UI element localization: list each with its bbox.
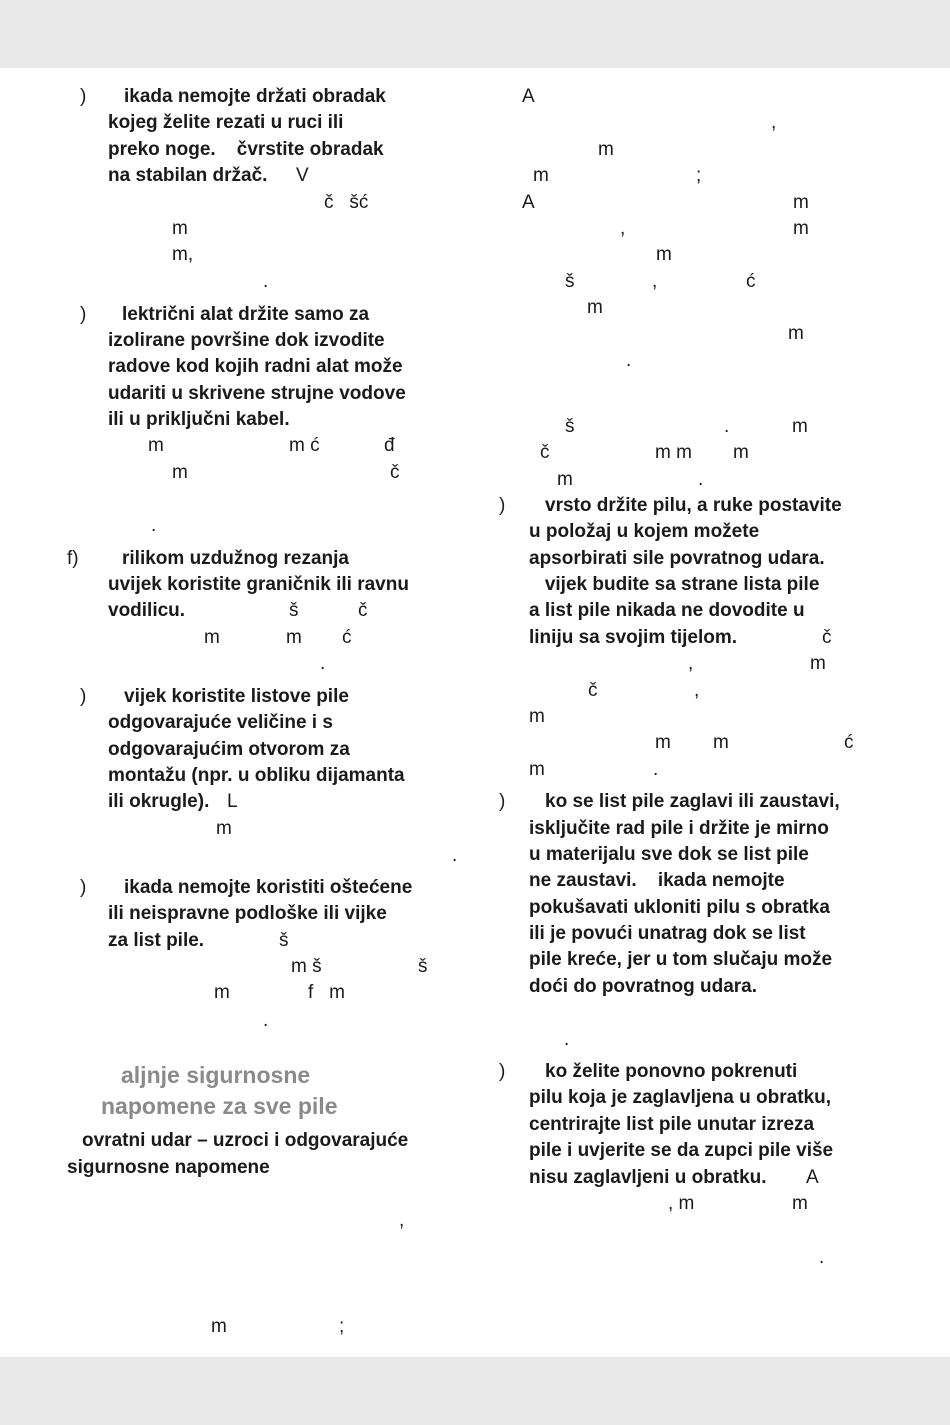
item-text-fragment: . (263, 1010, 269, 1031)
text-fragment: A (522, 192, 535, 213)
item-text-fragment: š (418, 956, 428, 977)
item-text-line: vrsto držite pilu, a ruke postavite (545, 495, 842, 516)
section-subheading: sigurnosne napomene (67, 1157, 270, 1178)
item-text-line: pilu koja je zaglavljena u obratku, (529, 1087, 831, 1108)
item-text-line: lektrični alat držite samo za (122, 304, 370, 325)
item-text-fragment: A (806, 1167, 819, 1188)
item-marker: ) (80, 686, 87, 707)
item-text-line: nisu zaglavljeni u obratku. (529, 1167, 767, 1188)
text-fragment: A (522, 86, 535, 107)
item-text-fragment: L (227, 791, 238, 812)
item-marker: ) (499, 1061, 506, 1082)
item-text-fragment: m (529, 706, 545, 727)
item-text-line: ikada nemojte držati obradak (124, 86, 386, 107)
item-text-line: pile kreće, jer u tom slučaju može (529, 949, 833, 970)
item-text-line: vodilicu. (108, 600, 186, 621)
item-text-line: odgovarajuće veličine i s (108, 712, 333, 733)
text-fragment: . (698, 469, 704, 490)
top-margin-band (0, 0, 950, 68)
item-text-fragment: V (296, 165, 309, 186)
item-text-fragment: m (529, 759, 545, 780)
item-text-fragment: m ć (289, 435, 320, 456)
item-text-fragment: m (204, 627, 220, 648)
text-fragment: š (565, 271, 575, 292)
item-text-fragment: m (655, 732, 671, 753)
item-text-fragment: f m (308, 982, 345, 1003)
item-text-line: radove kod kojih radni alat može (108, 356, 403, 377)
item-text-line: preko noge. čvrstite obradak (108, 139, 384, 160)
text-fragment: m m (655, 442, 692, 463)
item-text-line: a list pile nikada ne dovodite u (529, 600, 805, 621)
text-fragment: , (399, 1210, 405, 1231)
item-marker: ) (80, 877, 87, 898)
item-marker: ) (499, 495, 506, 516)
item-text-fragment: m (148, 435, 164, 456)
item-text-fragment: m š (291, 956, 322, 977)
item-text-line: doći do povratnog udara. (529, 976, 758, 997)
item-text-line: u položaj u kojem možete (529, 521, 760, 542)
text-fragment: m (793, 218, 809, 239)
item-text-fragment: , m (668, 1193, 695, 1214)
item-text-fragment: m (810, 653, 826, 674)
item-text-line: ko želite ponovno pokrenuti (545, 1061, 798, 1082)
item-text-line: apsorbirati sile povratnog udara. (529, 548, 825, 569)
text-fragment: m (656, 244, 672, 265)
section-heading: aljnje sigurnosne (121, 1062, 311, 1088)
text-fragment: m (587, 297, 603, 318)
text-fragment: m (211, 1316, 227, 1337)
section-heading: napomene za sve pile (101, 1093, 338, 1119)
text-fragment: m (533, 165, 549, 186)
item-text-line: isključite rad pile i držite je mirno (529, 818, 829, 839)
section-subheading: ovratni udar – uzroci i odgovarajuće (82, 1130, 409, 1151)
item-text-line: liniju sa svojim tijelom. (529, 627, 737, 648)
item-text-line: rilikom uzdužnog rezanja (122, 548, 349, 569)
item-text-fragment: ć (342, 627, 352, 648)
item-text-line: vijek budite sa strane lista pile (529, 574, 820, 595)
text-fragment: . (626, 350, 632, 371)
item-text-fragment: m (216, 818, 232, 839)
item-text-line: odgovarajućim otvorom za (108, 739, 350, 760)
item-text-line: pokušavati ukloniti pilu s obratka (529, 897, 830, 918)
item-text-fragment: ć (844, 732, 854, 753)
item-text-fragment: č (822, 627, 832, 648)
item-text-line: na stabilan držač. (108, 165, 268, 186)
item-text-fragment: m, (172, 244, 194, 265)
item-text-fragment: m (172, 218, 188, 239)
item-text-fragment: č šć (324, 192, 369, 213)
text-fragment: m (557, 469, 573, 490)
item-text-fragment: m (792, 1193, 808, 1214)
item-text-line: ko se list pile zaglavi ili zaustavi, (545, 791, 840, 812)
text-fragment: č (540, 442, 550, 463)
item-text-fragment: m (713, 732, 729, 753)
text-fragment: , (652, 271, 658, 292)
text-fragment: m (792, 416, 808, 437)
item-text-line: centrirajte list pile unutar izreza (529, 1114, 815, 1135)
item-text-fragment: đ (384, 435, 395, 456)
item-text-fragment: č (588, 680, 598, 701)
item-text-line: udariti u skrivene strujne vodove (108, 383, 406, 404)
item-text-fragment: m (172, 462, 188, 483)
item-text-fragment: . (263, 271, 269, 292)
bottom-margin-band (0, 1357, 950, 1425)
text-fragment: ; (339, 1316, 345, 1337)
item-text-fragment: . (819, 1247, 825, 1268)
item-text-fragment: š (279, 930, 289, 951)
text-fragment: , (620, 218, 626, 239)
item-text-fragment: . (653, 759, 659, 780)
item-text-line: ili je povući unatrag dok se list (529, 923, 806, 944)
text-fragment: m (788, 323, 804, 344)
text-fragment: š (565, 416, 575, 437)
item-text-fragment: č (390, 462, 400, 483)
text-fragment: m (733, 442, 749, 463)
item-text-fragment: . (151, 515, 157, 536)
item-text-fragment: m (286, 627, 302, 648)
item-text-fragment: , (694, 680, 700, 701)
item-marker: ) (80, 86, 87, 107)
item-text-fragment: š (289, 600, 299, 621)
item-text-line: u materijalu sve dok se list pile (529, 844, 809, 865)
text-fragment: . (724, 416, 730, 437)
item-marker: f) (67, 548, 79, 569)
item-text-line: ili u priključni kabel. (108, 409, 290, 430)
item-text-line: ili neispravne podloške ili vijke (108, 903, 387, 924)
item-text-line: ili okrugle). (108, 791, 210, 812)
item-marker: ) (499, 791, 506, 812)
item-text-line: montažu (npr. u obliku dijamanta (108, 765, 405, 786)
text-fragment: m (598, 139, 614, 160)
item-text-fragment: č (358, 600, 368, 621)
text-fragment: ; (696, 165, 702, 186)
item-text-line: izolirane površine dok izvodite (108, 330, 385, 351)
text-fragment: , (771, 112, 777, 133)
item-text-fragment: . (564, 1029, 570, 1050)
item-text-fragment: . (452, 845, 458, 866)
item-text-line: ikada nemojte koristiti oštećene (124, 877, 413, 898)
text-fragment: ć (746, 271, 756, 292)
item-text-line: ne zaustavi. ikada nemojte (529, 870, 785, 891)
item-text-line: vijek koristite listove pile (124, 686, 349, 707)
item-text-fragment: m (214, 982, 230, 1003)
item-text-line: kojeg želite rezati u ruci ili (108, 112, 344, 133)
item-text-line: uvijek koristite graničnik ili ravnu (108, 574, 409, 595)
item-text-line: pile i uvjerite se da zupci pile više (529, 1140, 834, 1161)
item-text-fragment: . (320, 653, 326, 674)
item-text-fragment: , (688, 653, 694, 674)
item-text-line: za list pile. (108, 930, 205, 951)
text-fragment: m (793, 192, 809, 213)
item-marker: ) (80, 304, 87, 325)
